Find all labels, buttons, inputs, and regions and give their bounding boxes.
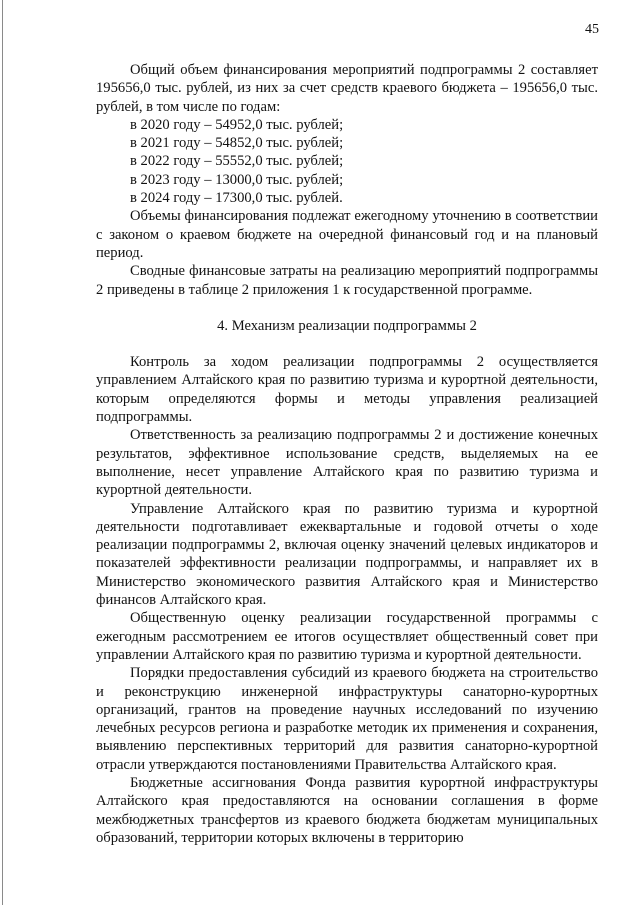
year-2023-line: в 2023 году – 13000,0 тыс. рублей; bbox=[130, 171, 344, 188]
subsidy-procedures-paragraph: Порядки предоставления субсидий из краевого бюджета на строительство и реконструкцию инженерной инфраструктуры санаторно-курортных организаций, грантов на проведение научных исследований по изучению лечебных ресурсов региона и разработке методик их применения и сохранения, выявлению перспективных территорий для развития санаторно-курортной отрасли утверждаются постановлениями Правительства Алтайского края. bbox=[96, 665, 598, 773]
reporting-paragraph: Управление Алтайского края по развитию туризма и курортной деятельности подготавливает ежеквартальные и годовой отчеты о ходе реализации подпрограммы 2, включая оценку значений целевых индикаторов и показателей эффективности реализации подпрограммы, и направляет их в Министерство экономического развития Алтайского края и Министерство финансов Алтайского края. bbox=[96, 500, 598, 609]
document-body bbox=[96, 61, 598, 847]
financing-adjustment-paragraph: Объемы финансирования подлежат ежегодному уточнению в соответствии с законом о краевом бюджете на очередной финансовый год и на плановый период. bbox=[96, 208, 598, 261]
financing-total-paragraph: Общий объем финансирования мероприятий подпрограммы 2 составляет 195656,0 тыс. рублей, из них за счет средств краевого бюджета – 195656,0 тыс. рублей, в том числе по годам: bbox=[96, 62, 598, 115]
year-2024-line: в 2024 году – 17300,0 тыс. рублей. bbox=[130, 190, 343, 207]
summary-costs-paragraph: Сводные финансовые затраты на реализацию мероприятий подпрограммы 2 приведены в таблице 2 приложения 1 к государственной программе. bbox=[96, 263, 598, 298]
year-2021-line: в 2021 году – 54852,0 тыс. рублей; bbox=[130, 135, 344, 152]
responsibility-paragraph: Ответственность за реализацию подпрограммы 2 и достижение конечных результатов, эффективное использование средств, выделяемых на ее выполнение, несет управление Алтайского края по развитию туризма и курортной деятельности. bbox=[96, 427, 598, 499]
public-evaluation-paragraph: Общественную оценку реализации государственной программы с ежегодным рассмотрением ее итогов осуществляет общественный совет при управлении Алтайского края по развитию туризма и курортной деятельности. bbox=[96, 610, 598, 663]
budget-allocations-paragraph: Бюджетные ассигнования Фонда развития курортной инфраструктуры Алтайского края предоставляются на основании соглашения в форме межбюджетных трансфертов из краевого бюджета бюджетам муниципальных образований, территории которых включены в территорию bbox=[96, 774, 598, 846]
year-2022-line: в 2022 году – 55552,0 тыс. рублей; bbox=[130, 153, 344, 170]
section-heading: 4. Механизм реализации подпрограммы 2 bbox=[217, 317, 477, 334]
control-paragraph: Контроль за ходом реализации подпрограммы 2 осуществляется управлением Алтайского края по развитию туризма и курортной деятельности, которым определяются формы и методы управления реализацией подпрограммы. bbox=[96, 354, 598, 426]
page-left-border bbox=[2, 0, 3, 905]
year-2020-line: в 2020 году – 54952,0 тыс. рублей; bbox=[130, 116, 344, 133]
page-number: 45 bbox=[585, 22, 599, 37]
